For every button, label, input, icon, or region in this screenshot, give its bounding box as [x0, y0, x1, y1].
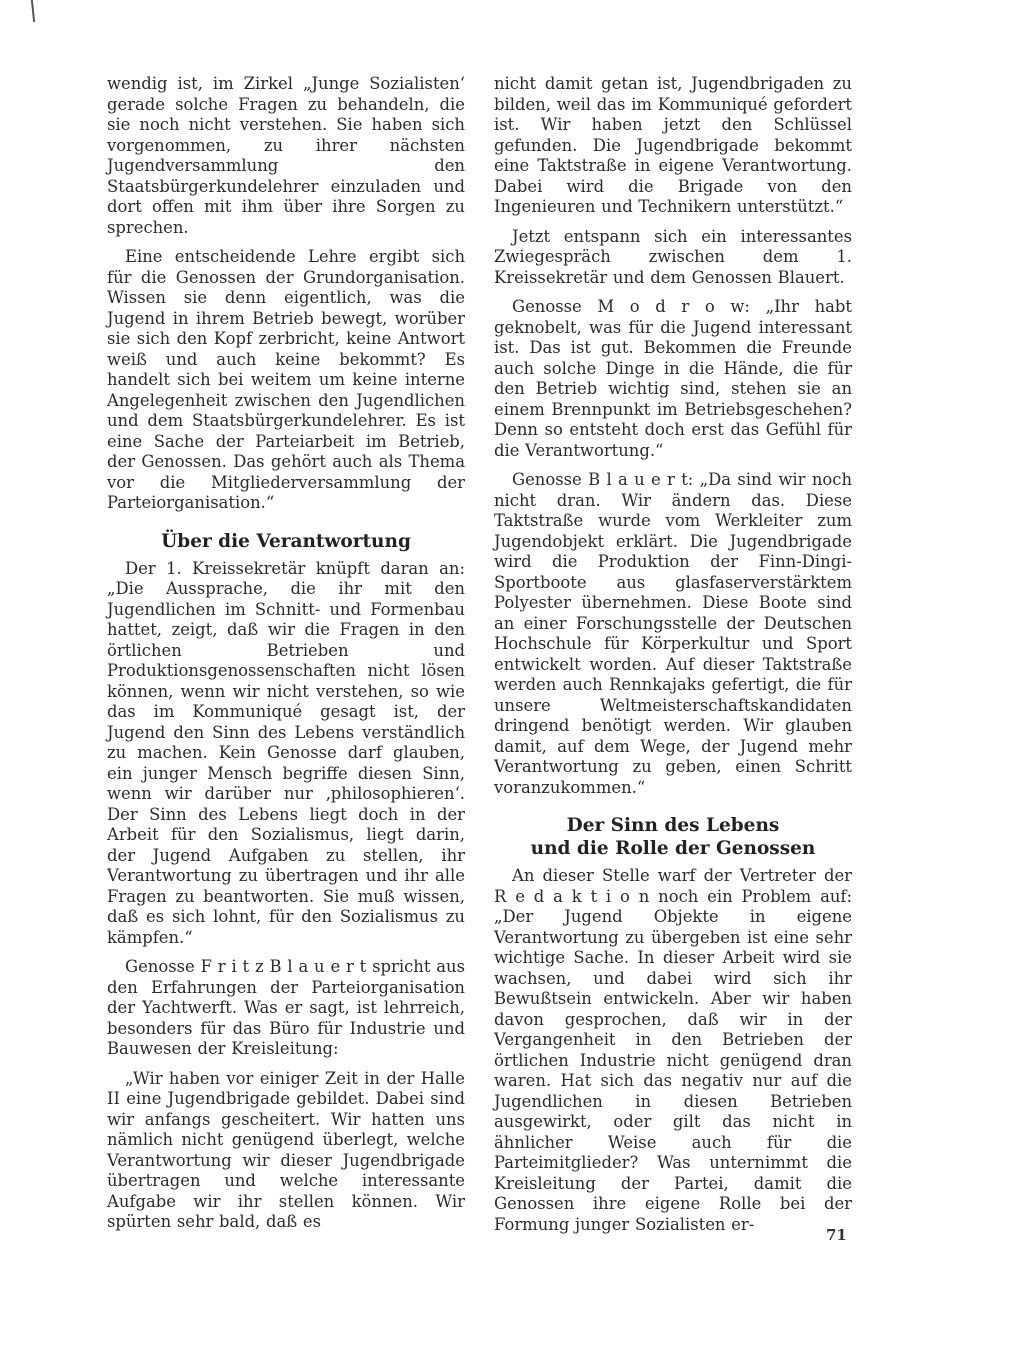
section-heading — [107, 530, 465, 553]
section-heading-text: Über die Verantwortung — [161, 530, 411, 552]
paragraph: Jetzt entspann sich ein interessantes Zwiegespräch zwischen dem 1. Kreissekretär und dem Genossen Blauert. — [494, 226, 852, 287]
paragraph: Der 1. Kreissekretär knüpft daran an: „Die Aussprache, die ihr mit den Jugendlichen im Schnitt- und Formenbau hattet, zeigt, daß wir die Fragen in den örtlichen Betrieben und Produktionsgenossenschaften nicht lösen können, wenn wir nicht verstehen, so wie das im Kommuniqué gesagt ist, der Jugend den Sinn des Lebens verständlich zu machen. Kein Genosse darf glauben, ein junger Mensch begriffe diesen Sinn, wenn wir darüber nur ‚philosophieren‘. Der Sinn des Lebens liegt doch in der Arbeit für den Sozialismus, liegt darin, der Jugend Aufgaben zu stellen, ihr Verantwortung zu übertragen und ihr alle Fragen zu beantworten. Sie muß wissen, daß es sich lohnt, für den Sozialismus zu kämpfen.“ — [107, 558, 465, 947]
paragraph: „Wir haben vor einiger Zeit in der Halle II eine Jugendbrigade gebildet. Dabei sind wir anfangs gescheitert. Wir hatten uns nämlich nicht genügend überlegt, welche Verantwortung wir dieser Jugendbrigade übertragen und welche interessante Aufgabe wir ihr stellen können. Wir spürten sehr bald, daß es — [107, 1068, 465, 1231]
right-column — [494, 74, 852, 1244]
paragraph: Genosse F r i t z B l a u e r t spricht aus den Erfahrungen der Parteiorganisation der Yachtwerft. Was er sagt, ist lehrreich, besonders für das Büro für Industrie und Bauwesen der Kreisleitung: — [107, 957, 465, 1058]
section-heading-line: und die Rolle der Genossen — [530, 838, 816, 859]
paragraph: Genosse B l a u e r t: „Da sind wir noch nicht dran. Wir ändern das. Diese Taktstraße wurde vom Werkleiter zum Jugendobjekt erklärt. Die Jugendbrigade wird die Produktion der Finn-Dingi-Sportboote aus glasfaserverstärktem Polyester übernehmen. Diese Boote sind an einer Forschungsstelle der Deutschen Hochschule für Körperkultur und Sport entwickelt worden. Auf dieser Taktstraße werden auch Rennkajaks gefertigt, die für unsere Weltmeisterschaftskandidaten dringend benötigt werden. Wir glauben damit, auf dem Wege, der Jugend mehr Verantwortung zu geben, einen Schritt voranzukommen.“ — [494, 470, 852, 797]
paragraph: nicht damit getan ist, Jugendbrigaden zu bilden, weil das im Kommuniqué gefordert ist. Wir haben jetzt den Schlüssel gefunden. Die Jugendbrigade bekommt eine Taktstraße in eigene Verantwortung. Dabei wird die Brigade von den Ingenieuren und Technikern unterstützt.“ — [494, 74, 852, 216]
paragraph: Genosse M o d r o w: „Ihr habt geknobelt, was für die Jugend interessant ist. Das ist gut. Bekommen die Freunde auch solche Dinge in die Hände, die für den Betrieb wichtig sind, stehen sie an einem Brennpunkt im Betriebsgeschehen? Denn so entsteht doch erst das Gefühl für die Verantwortung.“ — [494, 297, 852, 460]
section-heading-line: Der Sinn des Lebens — [566, 815, 780, 836]
margin-mark — [31, 0, 35, 22]
paragraph: wendig ist, im Zirkel „Junge Sozialisten‘ gerade solche Fragen zu behandeln, die sie noch nicht verstehen. Sie haben sich vorgenommen, zu ihrer nächsten Jugendversammlung den Staatsbürgerkundelehrer einzuladen und dort offen mit ihm über ihre Sorgen zu sprechen. — [107, 74, 465, 237]
paragraph: An dieser Stelle warf der Vertreter der R e d a k t i o n noch ein Problem auf: „Der Jugend Objekte in eigene Verantwortung zu übergeben ist eine sehr wichtige Sache. In dieser Arbeit wird sie wachsen, und dabei wird sich ihr Bewußtsein entwickeln. Aber wir haben davon gesprochen, daß wir in der Vergangenheit in den Betrieben der örtlichen Industrie nicht genügend dran waren. Hat sich das negativ nur auf die Jugendlichen in diesen Betrieben ausgewirkt, oder gilt das nicht in ähnlicher Weise auch für die Parteimitglieder? Was unternimmt die Kreisleitung der Partei, damit die Genossen ihre eigene Rolle bei der Formung junger Sozialisten er- — [494, 866, 852, 1234]
paragraph: Eine entscheidende Lehre ergibt sich für die Genossen der Grundorganisation. Wissen sie denn eigentlich, was die Jugend in ihrem Betrieb bewegt, worüber sie sich den Kopf zerbricht, keine Antwort weiß und auch keine bekommt? Es handelt sich bei weitem um keine interne Angelegenheit zwischen den Jugendlichen und dem Staatsbürgerkundelehrer. Es ist eine Sache der Parteiarbeit im Betrieb, der Genossen. Das gehört auch als Thema vor die Mitgliederversammlung der Parteiorganisation.“ — [107, 247, 465, 512]
left-column — [107, 74, 465, 1242]
page-number: 71 — [826, 1226, 847, 1244]
section-heading — [494, 814, 852, 860]
